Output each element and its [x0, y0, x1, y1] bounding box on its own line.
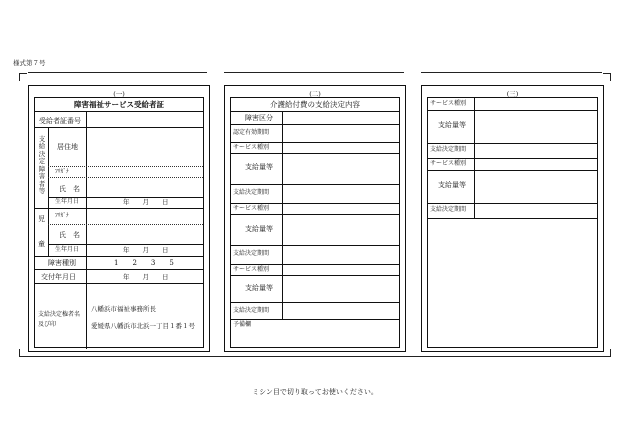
- decision-period-label: 支給決定期間: [233, 189, 270, 196]
- panel-benefit-decision: [224, 85, 406, 352]
- amount-label: 支給量等: [438, 121, 466, 129]
- service-type-label: サービス種別: [430, 100, 467, 107]
- service-type-label: サービス種別: [430, 160, 467, 167]
- form-number: 様式第７号: [13, 59, 46, 67]
- panel-continuation: [421, 85, 604, 352]
- decision-table: [230, 97, 400, 348]
- amount-label: 支給量等: [245, 225, 273, 233]
- decision-period-label: 支給決定期間: [430, 146, 467, 153]
- cert-number-label: 受給者証番号: [39, 117, 81, 125]
- service-type-label: サービス種別: [233, 205, 270, 212]
- crop-mark-top-left: [19, 73, 27, 81]
- birthdate-label: 生年月日: [55, 198, 80, 205]
- disability-category-label: 障害種別: [48, 259, 76, 267]
- cutting-instruction: ミシン目で切り取ってお使いください。: [252, 388, 378, 396]
- disability-class-label: 障害区分: [245, 114, 273, 122]
- certificate-title: 障害福祉サービス受給者証: [74, 100, 164, 109]
- child-vertical-label-1: 児: [38, 215, 45, 223]
- amount-label: 支給量等: [245, 163, 273, 171]
- service-type-label: サービス種別: [233, 266, 270, 273]
- remarks-label: 予備欄: [233, 321, 252, 328]
- address-label: 居住地: [57, 143, 78, 151]
- birthdate-units: 年 月 日: [123, 198, 169, 206]
- issuer-name: 八幡浜市福祉事務所長: [91, 305, 156, 313]
- panel-recipient-certificate: [28, 85, 210, 352]
- continuation-table: [427, 97, 598, 348]
- panel-label: (一): [113, 90, 125, 98]
- crop-mark-top-right: [603, 73, 611, 81]
- furigana-label: ﾌﾘｶﾞﾅ: [55, 169, 69, 175]
- issue-date-label: 交付年月日: [41, 273, 76, 281]
- panel-label: (二): [309, 90, 321, 98]
- child-furigana-label: ﾌﾘｶﾞﾅ: [55, 213, 69, 219]
- bottom-rule: [19, 356, 610, 357]
- issuer-label: 支給決定権者名及び印: [38, 311, 81, 328]
- top-rule-right: [421, 72, 602, 73]
- service-type-label: サービス種別: [233, 144, 270, 151]
- decision-period-label: 支給決定期間: [430, 206, 467, 213]
- child-vertical-label-2: 童: [38, 240, 45, 248]
- child-birthdate-units: 年 月 日: [123, 246, 169, 254]
- cert-period-label: 認定有効期間: [233, 129, 270, 136]
- name-label: 氏 名: [59, 185, 80, 193]
- child-name-label: 氏 名: [59, 231, 80, 239]
- panel-label: (三): [506, 90, 519, 98]
- certificate-table: [34, 97, 204, 348]
- top-rule-left: [28, 72, 207, 73]
- child-birthdate-label: 生年月日: [55, 246, 80, 253]
- top-rule-middle: [224, 72, 404, 73]
- issue-date-units: 年 月 日: [123, 273, 169, 281]
- decision-period-label: 支給決定期間: [233, 250, 270, 257]
- issuer-address: 愛媛県八幡浜市北浜一丁目１番１号: [91, 322, 195, 330]
- amount-label: 支給量等: [245, 284, 273, 292]
- decision-title: 介護給付費の支給決定内容: [270, 100, 360, 109]
- disability-category-numbers: 1 2 3 5: [114, 259, 174, 267]
- amount-label: 支給量等: [438, 181, 466, 189]
- decision-period-label: 支給決定期間: [233, 307, 270, 314]
- recipient-vertical-label: 支給決定障害者等: [38, 135, 46, 196]
